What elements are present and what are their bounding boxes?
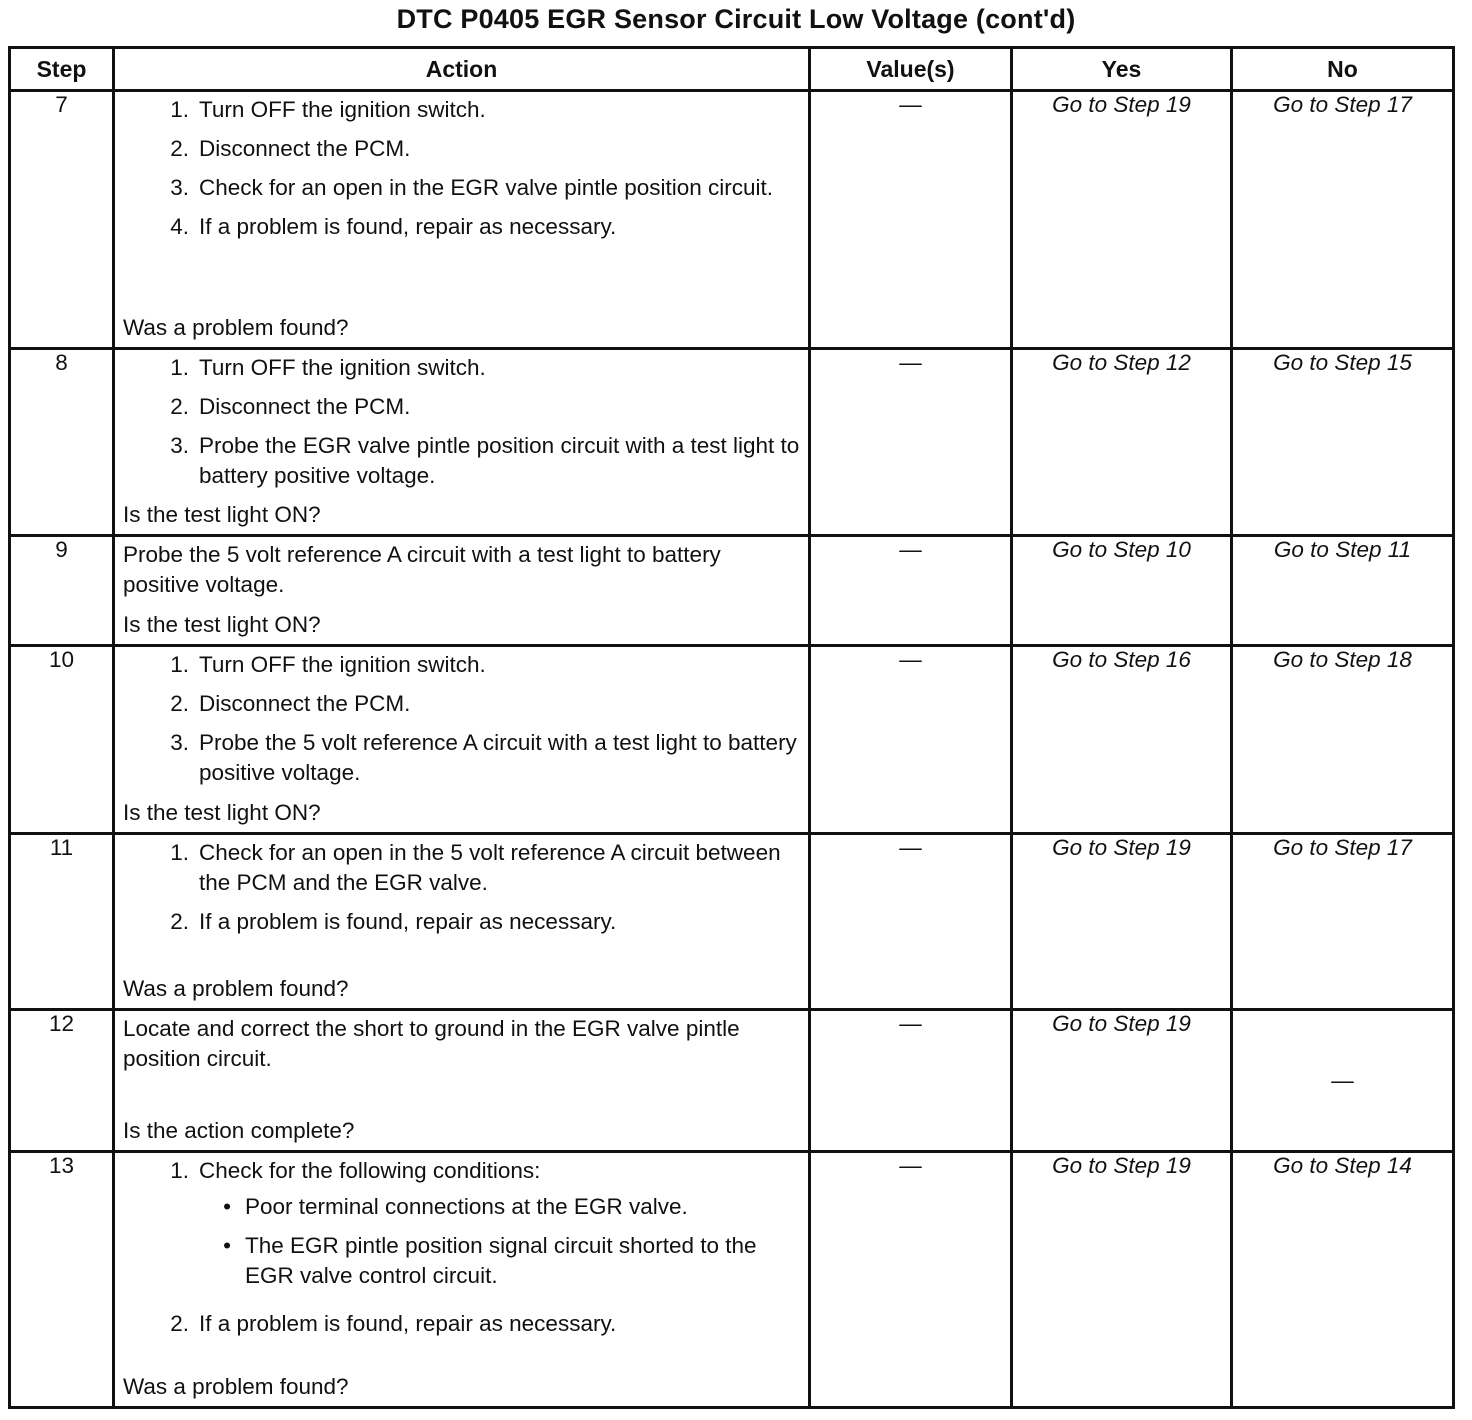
no-goto: Go to Step 15 [1273, 350, 1412, 375]
step-number: 12 [10, 1010, 114, 1152]
step-number: 7 [10, 91, 114, 349]
action-step-text: If a problem is found, repair as necessary. [199, 909, 617, 934]
action-step-text-wrap [199, 392, 800, 422]
yes-cell [1012, 349, 1232, 536]
no-goto: Go to Step 17 [1273, 835, 1412, 860]
action-step-number: 2. [170, 909, 189, 934]
action-step-text: Disconnect the PCM. [199, 691, 411, 716]
condition-text: Poor terminal connections at the EGR valve. [245, 1194, 688, 1219]
action-step-text: Probe the 5 volt reference A circuit with a test light to battery positive voltage. [199, 730, 797, 785]
yes-cell [1012, 91, 1232, 349]
action-step-number: 3. [170, 175, 189, 200]
action-steps [123, 838, 800, 946]
action-steps [123, 95, 800, 251]
action-step [123, 134, 800, 164]
action-cell [114, 834, 810, 1010]
header-row [10, 48, 1454, 91]
table-row [10, 91, 1454, 349]
action-step-number: 3. [170, 433, 189, 458]
action-step-text-wrap [199, 907, 800, 937]
value-cell: — [810, 349, 1012, 536]
value-cell: — [810, 646, 1012, 834]
action-step-text: Turn OFF the ignition switch. [199, 355, 486, 380]
action-step-text-wrap [199, 1156, 800, 1300]
action-step-text: Check for an open in the 5 volt reference A circuit between the PCM and the EGR valve. [199, 840, 781, 895]
condition-list [199, 1192, 800, 1291]
action-cell [114, 1010, 810, 1152]
action-step [123, 173, 800, 203]
action-step-number: 2. [170, 1311, 189, 1336]
action-step [123, 838, 800, 898]
value-cell: — [810, 536, 1012, 646]
action-step-text-wrap [199, 650, 800, 680]
action-step-text: Check for the following conditions: [199, 1158, 541, 1183]
action-step [123, 728, 800, 788]
no-goto: Go to Step 18 [1273, 647, 1412, 672]
action-step [123, 212, 800, 242]
step-number: 10 [10, 646, 114, 834]
action-text: Locate and correct the short to ground in the EGR valve pintle position circuit. [123, 1016, 740, 1071]
action-step-text: Turn OFF the ignition switch. [199, 652, 486, 677]
action-step-number: 2. [170, 394, 189, 419]
action-question: Was a problem found? [123, 315, 349, 340]
condition-item [199, 1231, 800, 1291]
step-number: 11 [10, 834, 114, 1010]
no-cell [1232, 349, 1454, 536]
value-cell: — [810, 1152, 1012, 1408]
action-step-number: 1. [170, 652, 189, 677]
action-step-text-wrap [199, 212, 800, 242]
yes-cell [1012, 646, 1232, 834]
yes-goto: Go to Step 19 [1052, 835, 1191, 860]
condition-item [199, 1192, 800, 1222]
yes-cell [1012, 536, 1232, 646]
action-cell [114, 536, 810, 646]
action-question: Was a problem found? [123, 976, 349, 1001]
no-cell [1232, 1152, 1454, 1408]
action-step-text-wrap [199, 173, 800, 203]
yes-cell [1012, 834, 1232, 1010]
action-step-number: 1. [170, 840, 189, 865]
action-step [123, 689, 800, 719]
header-values: Value(s) [810, 48, 1012, 91]
action-text: Probe the 5 volt reference A circuit with a test light to battery positive voltage. [123, 542, 721, 597]
header-yes: Yes [1012, 48, 1232, 91]
action-step-number: 4. [170, 214, 189, 239]
action-cell [114, 91, 810, 349]
action-step-text: If a problem is found, repair as necessary. [199, 214, 617, 239]
table-row [10, 349, 1454, 536]
action-step-number: 1. [170, 97, 189, 122]
action-step-text-wrap [199, 728, 800, 788]
action-step-number: 2. [170, 136, 189, 161]
action-question: Is the test light ON? [123, 502, 321, 527]
step-number: 8 [10, 349, 114, 536]
step-number: 9 [10, 536, 114, 646]
action-content [115, 1011, 808, 1150]
bullet-icon: • [223, 1233, 231, 1258]
yes-goto: Go to Step 19 [1052, 1011, 1191, 1036]
value-cell: — [810, 1010, 1012, 1152]
yes-goto: Go to Step 19 [1052, 1153, 1191, 1178]
bullet-icon: • [223, 1194, 231, 1219]
action-step [123, 392, 800, 422]
action-step-text-wrap [199, 353, 800, 383]
yes-goto: Go to Step 10 [1052, 537, 1191, 562]
no-cell [1232, 834, 1454, 1010]
action-step-text-wrap [199, 838, 800, 898]
action-step-number: 1. [170, 355, 189, 380]
action-step [123, 95, 800, 125]
table-row [10, 1010, 1454, 1152]
action-content [115, 537, 808, 644]
yes-goto: Go to Step 12 [1052, 350, 1191, 375]
yes-cell [1012, 1010, 1232, 1152]
action-question: Is the action complete? [123, 1118, 355, 1143]
value-cell: — [810, 91, 1012, 349]
no-cell [1232, 1010, 1454, 1152]
action-step-text-wrap [199, 431, 800, 491]
action-step-text-wrap [199, 689, 800, 719]
action-step-number: 1. [170, 1158, 189, 1183]
action-step-text-wrap [199, 1309, 800, 1339]
table-row [10, 646, 1454, 834]
action-step-number: 2. [170, 691, 189, 716]
action-content [115, 647, 808, 832]
action-step [123, 650, 800, 680]
action-cell [114, 646, 810, 834]
no-goto: Go to Step 17 [1273, 92, 1412, 117]
page-title: DTC P0405 EGR Sensor Circuit Low Voltage (cont'd) [396, 4, 1076, 34]
action-question: Is the test light ON? [123, 612, 321, 637]
header-no: No [1232, 48, 1454, 91]
action-step [123, 907, 800, 937]
action-step-text: Probe the EGR valve pintle position circuit with a test light to battery positive voltage. [199, 433, 800, 488]
diagnostic-table [8, 46, 1455, 1409]
action-content [115, 1153, 808, 1406]
no-goto: Go to Step 14 [1273, 1153, 1412, 1178]
step-number: 13 [10, 1152, 114, 1408]
action-steps [123, 650, 800, 797]
action-content [115, 92, 808, 347]
action-steps [123, 1156, 800, 1348]
action-step-number: 3. [170, 730, 189, 755]
action-step [123, 431, 800, 491]
action-cell [114, 349, 810, 536]
yes-cell [1012, 1152, 1232, 1408]
table-row [10, 834, 1454, 1010]
action-step-text: If a problem is found, repair as necessary. [199, 1311, 617, 1336]
action-step-text: Disconnect the PCM. [199, 394, 411, 419]
action-question: Is the test light ON? [123, 800, 321, 825]
no-cell [1232, 536, 1454, 646]
action-content [115, 835, 808, 1008]
header-step: Step [10, 48, 114, 91]
no-goto: Go to Step 11 [1273, 537, 1412, 562]
yes-goto: Go to Step 19 [1052, 92, 1191, 117]
action-step-text-wrap [199, 95, 800, 125]
action-step-text: Disconnect the PCM. [199, 136, 411, 161]
table-row [10, 536, 1454, 646]
action-cell [114, 1152, 810, 1408]
yes-goto: Go to Step 16 [1052, 647, 1191, 672]
action-step [123, 1156, 800, 1300]
action-steps [123, 353, 800, 500]
condition-text: The EGR pintle position signal circuit shorted to the EGR valve control circuit. [245, 1233, 757, 1288]
table-row [10, 1152, 1454, 1408]
no-cell [1232, 646, 1454, 834]
action-step-text: Check for an open in the EGR valve pintle position circuit. [199, 175, 774, 200]
action-step [123, 1309, 800, 1339]
action-step-text: Turn OFF the ignition switch. [199, 97, 486, 122]
header-action: Action [114, 48, 810, 91]
action-step-text-wrap [199, 134, 800, 164]
no-cell [1232, 91, 1454, 349]
action-question: Was a problem found? [123, 1374, 349, 1399]
action-step [123, 353, 800, 383]
no-goto: — [1331, 1067, 1354, 1093]
value-cell: — [810, 834, 1012, 1010]
action-content [115, 350, 808, 534]
